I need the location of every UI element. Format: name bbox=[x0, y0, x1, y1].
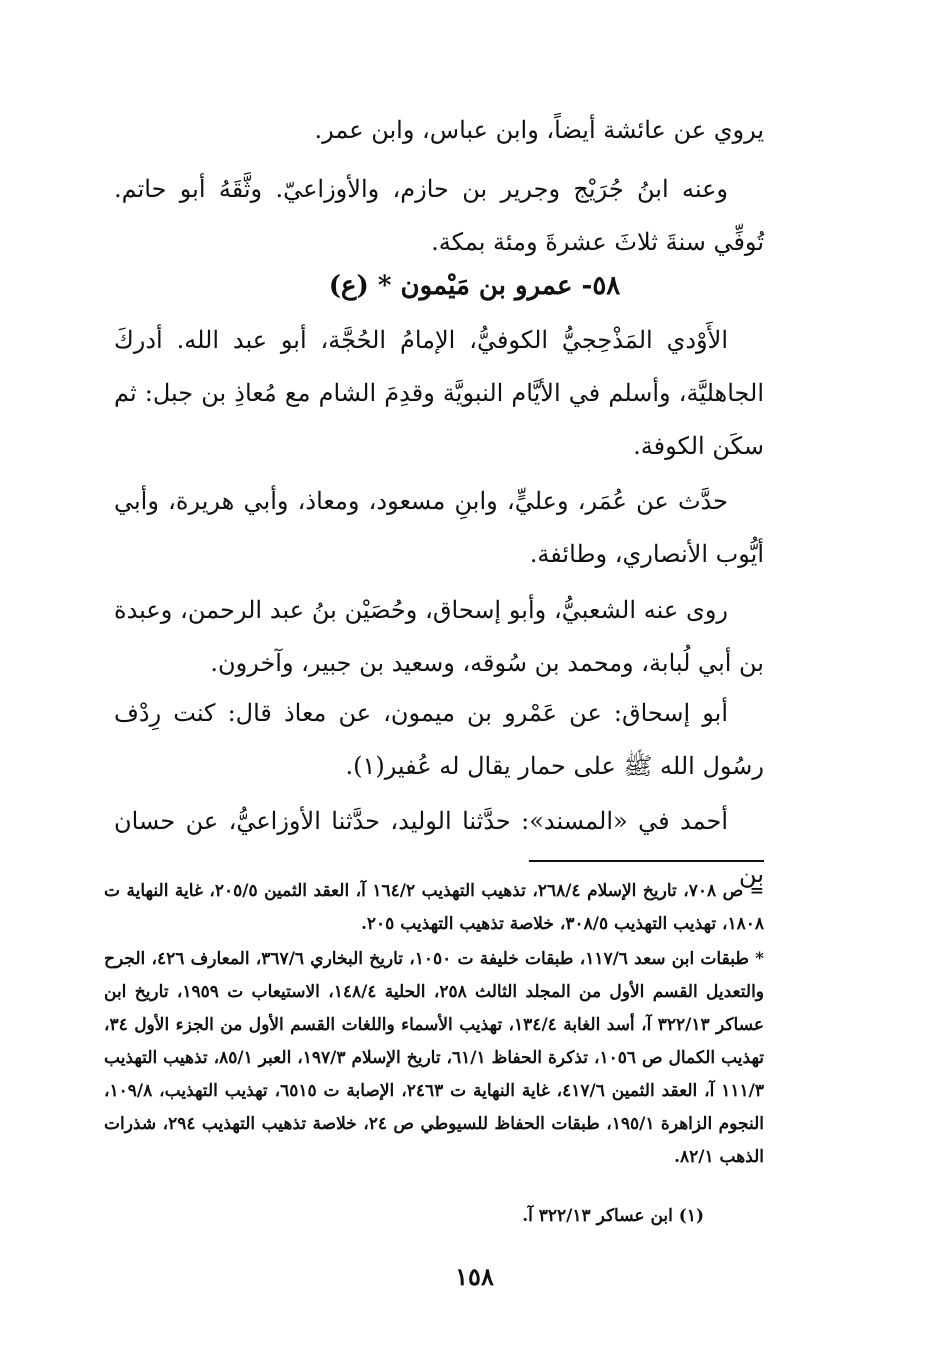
paragraph-hadith: أبو إسحاق: عن عَمْرو بن ميمون، عن معاذ قال: كنت رِدْف رسُول الله ﷺ على حمار يقال له عُفير(١). bbox=[114, 699, 764, 780]
continuation-paragraph: وعنه ابنُ جُرَيْج وجرير بن حازم، والأوزاعيّ. وثَّقَهُ أبو حاتم. تُوفِّي سنةَ ثلاثَ عشرةَ ومئة بمكة. bbox=[114, 175, 764, 256]
entry-title: ٥٨- عمرو بن مَيْمون * (ع) bbox=[328, 271, 621, 301]
footnote-1: (١) ابن عساكر ٣٢٢/١٣ آ. bbox=[522, 1206, 704, 1226]
footnote-sources: * طبقات ابن سعد ١١٧/٦، طبقات خليفة ت ١٠٥٠، تاريخ البخاري ٣٦٧/٦، المعارف ٤٢٦، الجرح والتعديل القسم الأول من المجلد الثالث ٢٥٨، الحلية ١٤٨/٤، الاستيعاب ت ١٩٥٩، تاريخ ابن عساكر ٣٢٢/١٣ آ، أسد الغابة ١٣٤/٤، تهذيب الأسماء واللغات القسم الأول من الجزء الأول ٣٤، تهذيب الكمال ص ١٠٥٦، تذكرة الحفاظ ٦١/١، تاريخ الإسلام ١٩٧/٣، العبر ٨٥/١، تذهيب التهذيب ١١١/٣ آ، العقد الثمين ٤١٧/٦، غاية النهاية ت ٢٤٦٣، الإصابة ت ٦٥١٥، تهذيب التهذيب، ١٠٩/٨، النجوم الزاهرة ١٩٥/١، طبقات الحفاظ للسيوطي ص ٢٤، خلاصة تذهيب التهذيب ٢٩٤، شذرات الذهب ٨٢/١. bbox=[104, 949, 765, 1167]
continuation-line: يروي عن عائشة أيضاً، وابن عباس، وابن عمر. bbox=[314, 116, 764, 144]
paragraph-narrated-from: حدَّث عن عُمَر، وعليٍّ، وابنِ مسعود، ومعاذ، وأبي هريرة، وأبي أيُّوب الأنصاري، وطائفة. bbox=[114, 487, 764, 568]
paragraph-musnad: أحمد في «المسند»: حدَّثنا الوليد، حدَّثنا الأوزاعيُّ، عن حسان بن bbox=[114, 807, 764, 888]
page-number: ١٥٨ bbox=[455, 1262, 494, 1291]
paragraph-biography: الأَوْدي المَذْحِجيُّ الكوفيُّ، الإمامُ الحُجَّة، أبو عبد الله. أدركَ الجاهليَّة، وأسلم في الأيَّام النبويَّة وقدِمَ الشام مع مُعاذِ بن جبل: ثم سكَن الكوفة. bbox=[114, 326, 765, 460]
paragraph-narrators: روى عنه الشعبيُّ، وأبو إسحاق، وحُصَيْن بنُ عبد الرحمن، وعبدة بن أبي لُبابة، ومحمد بن سُوقه، وسعيد بن جبير، وآخرون. bbox=[114, 596, 764, 677]
footnote-divider bbox=[529, 860, 764, 862]
footnote-continuation: = ص ٧٠٨، تاريخ الإسلام ٢٦٨/٤، تذهيب التهذيب ١٦٤/٢ آ، العقد الثمين ٢٠٥/٥، غاية النهاية ت ١٨٠٨، تهذيب التهذيب ٣٠٨/٥، خلاصة تذهيب التهذيب ٢٠٥. bbox=[104, 881, 764, 934]
